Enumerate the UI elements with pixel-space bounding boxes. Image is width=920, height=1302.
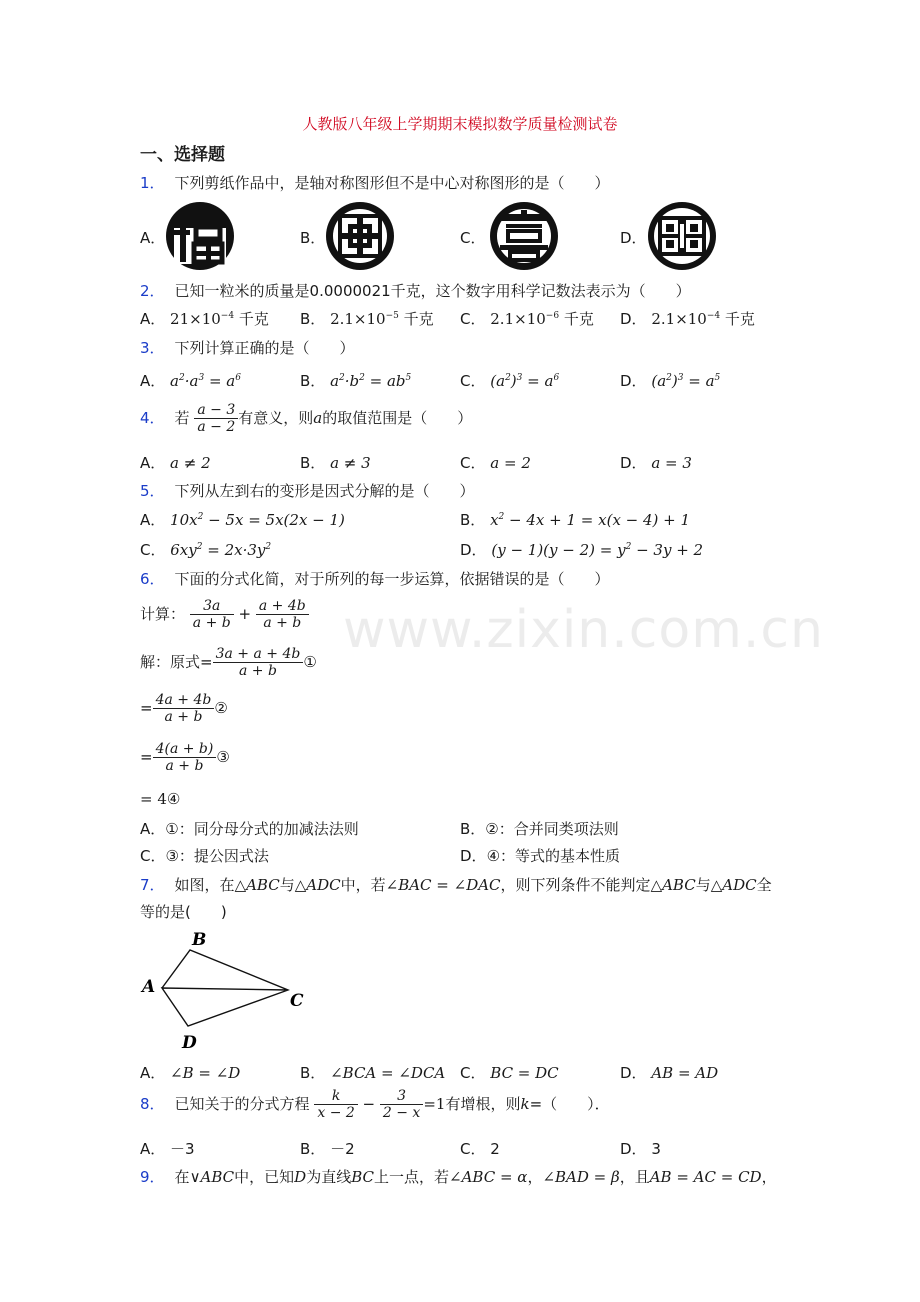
q1-option-b: B．	[300, 229, 326, 247]
question-9: 9． 在∨ABC中，已知D为直线BC上一点，若∠ABC = α，∠BAD = β，且AB = AC = CD，	[140, 1168, 777, 1186]
q6-step-2: = $\frac{4a + 4b}{a + b}$ ②	[140, 692, 228, 725]
q2-option-d: D． $2.1\times 10^{-4}$ 千克	[620, 310, 755, 328]
q4-option-a: A． a ≠ 2	[140, 454, 211, 472]
q2-option-a: A． $21\times 10^{-4}$ 千克	[140, 310, 269, 328]
q1-option-a: A．	[140, 229, 166, 247]
question-1: 1． 下列剪纸作品中，是轴对称图形但不是中心对称图形的是（ ）	[140, 174, 610, 192]
q4-option-d: D． a = 3	[620, 454, 692, 472]
label-b: B	[192, 930, 207, 950]
triangle-figure	[140, 926, 320, 1056]
q6-step-3: = $\frac{4(a + b)}{a + b}$ ③	[140, 741, 230, 774]
q7-option-a: A． ∠B = ∠D	[140, 1064, 241, 1082]
q7-option-d: D． AB = AD	[620, 1064, 719, 1082]
watermark: www.zixin.com.cn	[343, 600, 824, 660]
question-8: 8． 已知关于的分式方程 $\frac{k}{x - 2}$ − $\frac{3}{2 - x}$ =1有增根，则k=（ ）．	[140, 1088, 610, 1121]
label-a: A	[142, 977, 156, 997]
q3-option-d: D． $(a^2)^3 = a^5$	[620, 372, 721, 390]
q6-option-d: D．④：等式的基本性质	[460, 847, 621, 865]
question-7-line-2: 等的是( )	[140, 903, 227, 921]
fu-papercut-image	[164, 200, 236, 272]
q6-option-b: B．②：合并同类项法则	[460, 820, 619, 838]
q8-option-d: D． 3	[620, 1140, 661, 1158]
question-3: 3． 下列计算正确的是（ ）	[140, 339, 355, 357]
q3-option-b: B． $a^2\cdot b^2 = ab^5$	[300, 372, 412, 390]
question-2: 2． 已知一粒米的质量是0.0000021千克，这个数字用科学记数法表示为（ ）	[140, 282, 691, 300]
q4-option-b: B． a ≠ 3	[300, 454, 371, 472]
q5-option-d: D． $(y - 1)(y - 2) = y^2 - 3y + 2$	[460, 541, 704, 559]
q8-option-b: B． －2	[300, 1140, 355, 1158]
q3-option-a: A． $a^2\cdot a^3 = a^6$	[140, 372, 241, 390]
q5-option-c: C． $6xy^2 = 2x\cdot 3y^2$	[140, 541, 272, 559]
q3-option-c: C． $(a^2)^3 = a^6$	[460, 372, 560, 390]
q6-calc: 计算： $\frac{3a}{a + b}$ + $\frac{a + 4b}{a + b}$	[140, 598, 309, 631]
question-4: 4． 若 $\frac{a - 3}{a - 2}$ 有意义，则a的取值范围是（ ）	[140, 402, 473, 435]
q6-step-4: = 4④	[140, 790, 181, 808]
q6-option-c: C．③：提公因式法	[140, 847, 269, 865]
q7-option-c: C． BC = DC	[460, 1064, 559, 1082]
q1-option-d: D．	[620, 229, 647, 247]
q6-option-a: A．①：同分母分式的加减法法则	[140, 820, 359, 838]
question-5: 5． 下列从左到右的变形是因式分解的是（ ）	[140, 482, 475, 500]
q5-option-a: A． $10x^2 - 5x = 5x(2x - 1)$	[140, 511, 345, 529]
fu2-papercut-image	[488, 200, 560, 272]
q6-step-1: 解：原式= $\frac{3a + a + 4b}{a + b}$ ①	[140, 646, 317, 679]
q2-option-c: C． $2.1\times 10^{-6}$ 千克	[460, 310, 594, 328]
q8-option-c: C． 2	[460, 1140, 500, 1158]
q2-option-b: B． $2.1\times 10^{-5}$ 千克	[300, 310, 434, 328]
q5-option-b: B． $x^2 - 4x + 1 = x(x - 4) + 1$	[460, 511, 691, 529]
q8-option-a: A． －3	[140, 1140, 195, 1158]
label-c: C	[290, 991, 304, 1011]
question-6: 6． 下面的分式化简，对于所列的每一步运算，依据错误的是（ ）	[140, 570, 610, 588]
xi-papercut-image	[646, 200, 718, 272]
page-title: 人教版八年级上学期期末模拟数学质量检测试卷	[302, 115, 618, 133]
q1-option-c: C．	[460, 229, 486, 247]
q4-option-c: C． a = 2	[460, 454, 531, 472]
section-heading: 一、选择题	[140, 145, 225, 165]
shou-papercut-image	[324, 200, 396, 272]
q7-option-b: B． ∠BCA = ∠DCA	[300, 1064, 446, 1082]
label-d: D	[182, 1033, 197, 1053]
question-7: 7． 如图，在△ABC与△ADC中，若∠BAC = ∠DAC，则下列条件不能判定△ABC与△ADC全	[140, 876, 772, 894]
